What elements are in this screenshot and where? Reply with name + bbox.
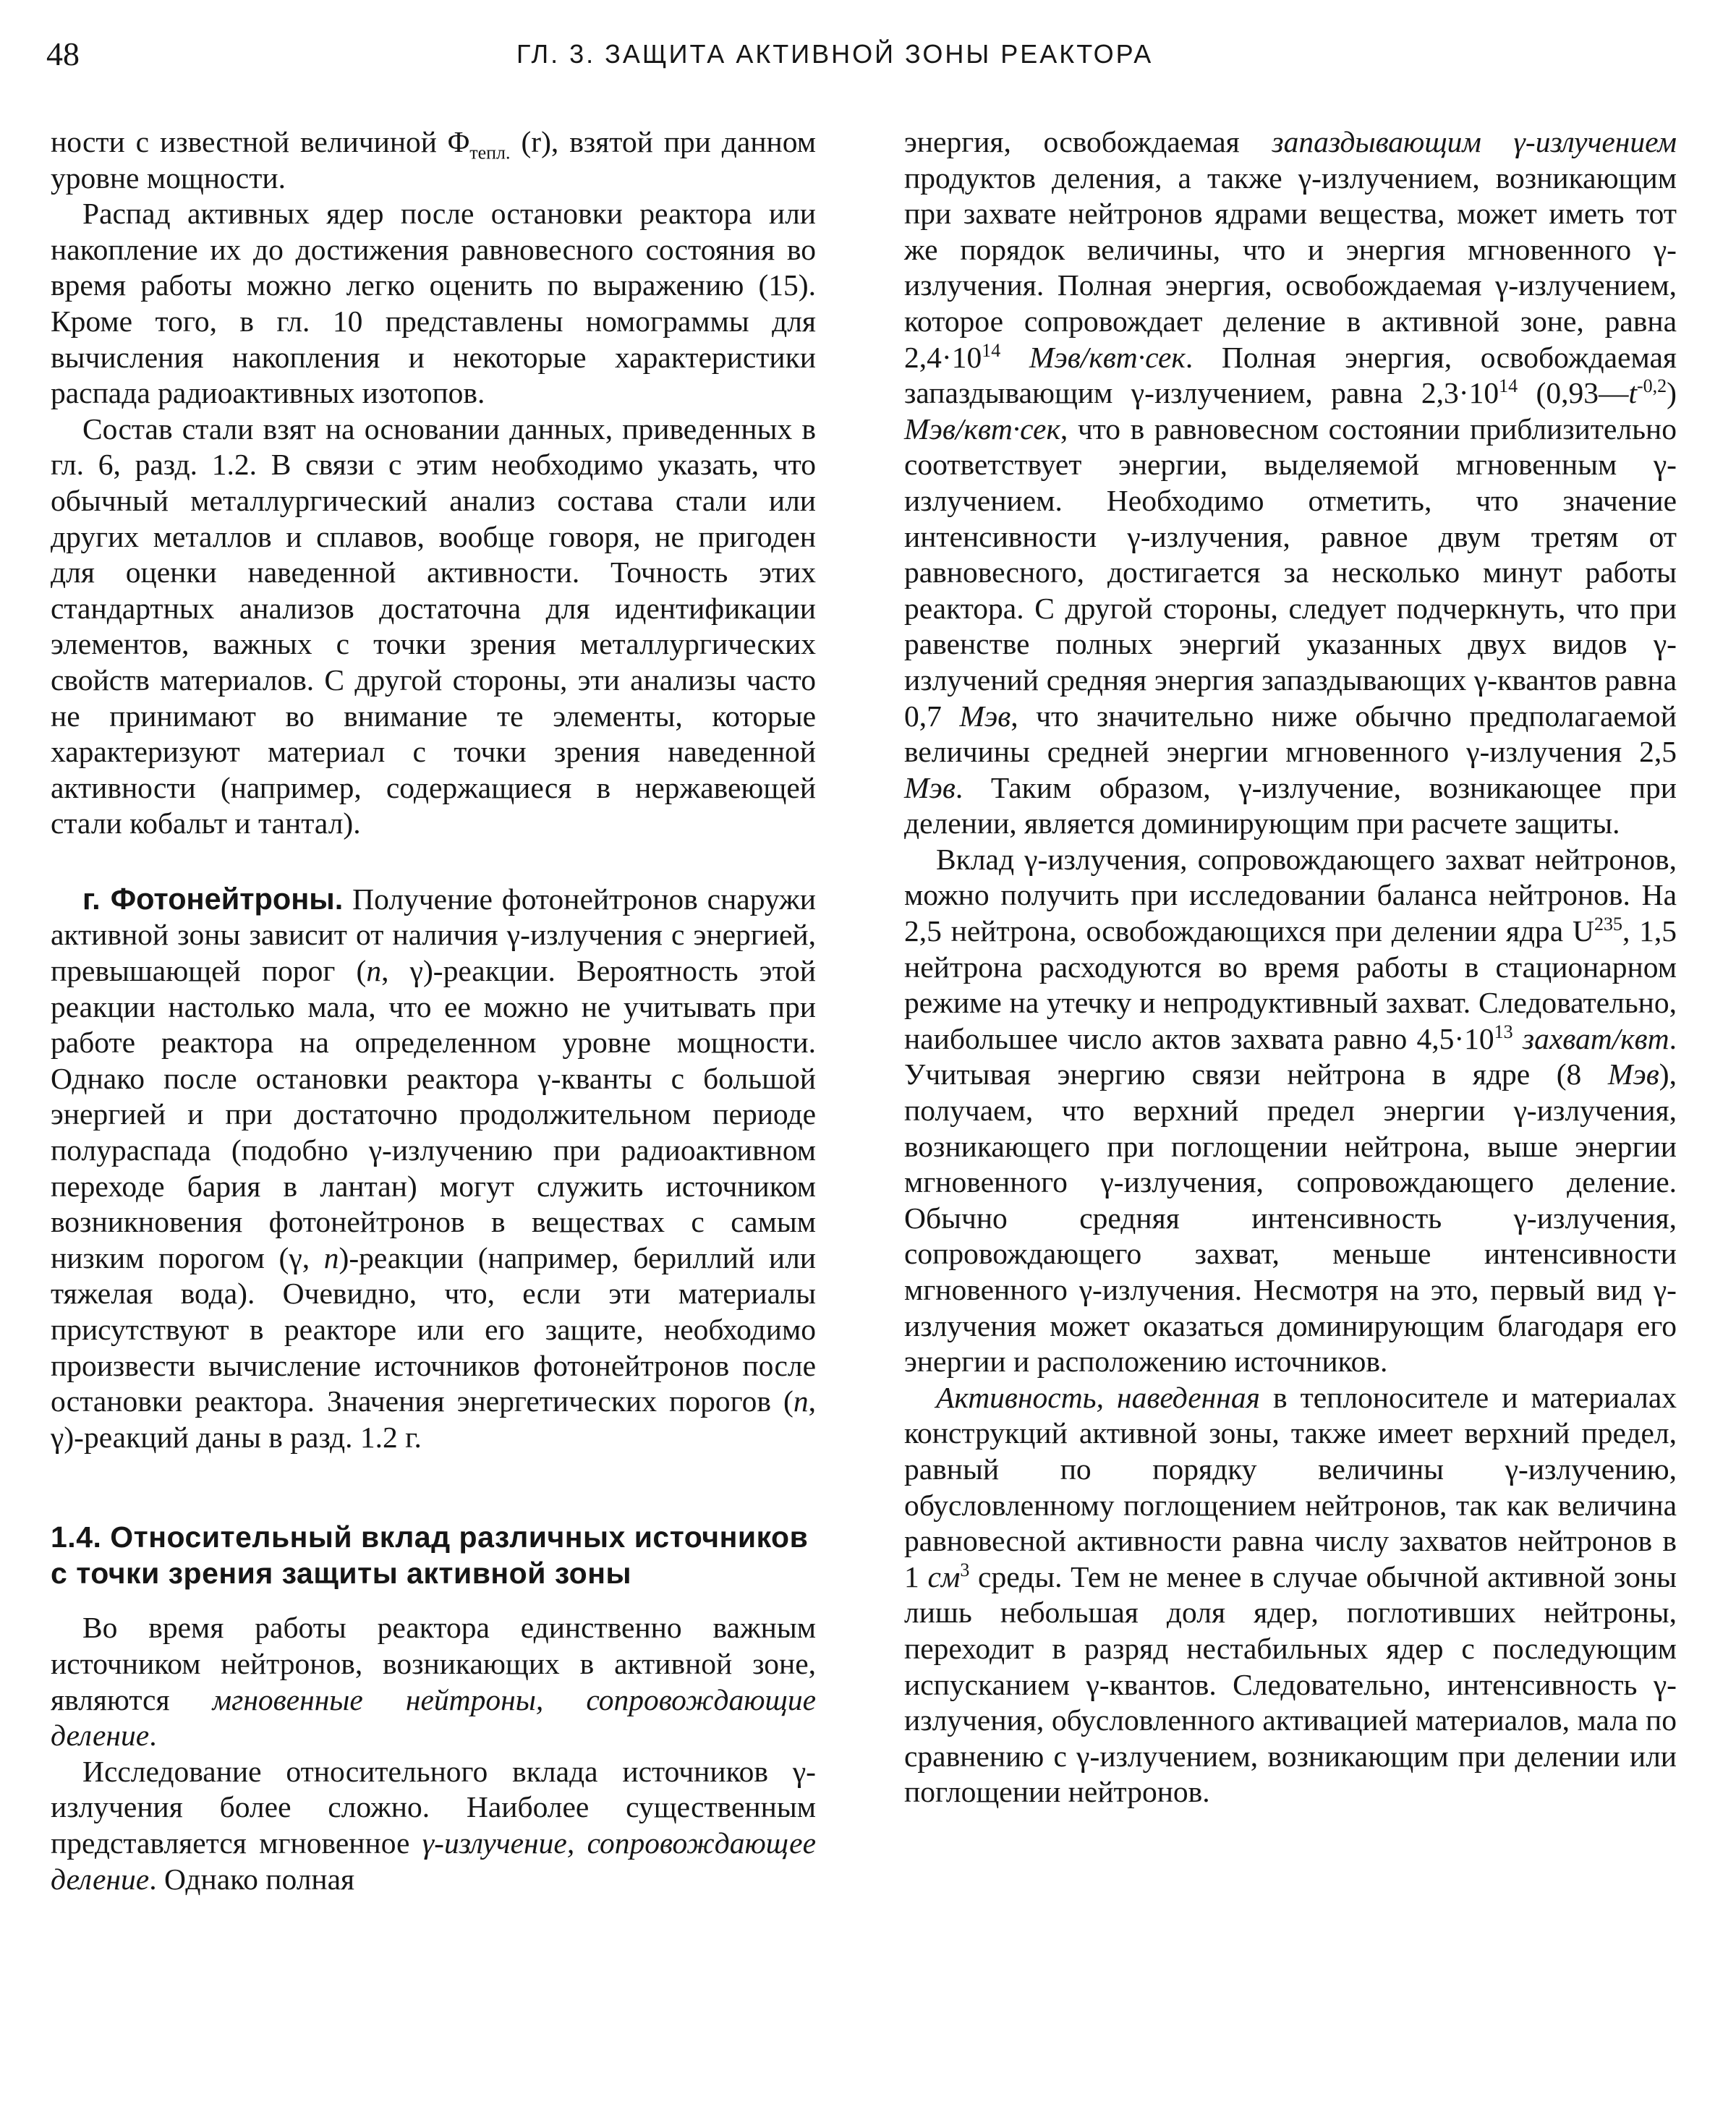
left-column xyxy=(51,124,816,1897)
paragraph-decay: Распад активных ядер после остановки реактора или накопление их до достижения равновесного состояния во время работы можно легко оценить по выражению (15). Кроме того, в гл. 10 представлены номограммы для вычисления накопления и некоторые характеристики распада радиоактивных изотопов. xyxy=(51,197,816,410)
paragraph-steel-composition: Состав стали взят на основании данных, приведенных в гл. 6, разд. 1.2. В связи с этим необходимо указать, что обычный металлургический анализ состава стали или других металлов и сплавов, вообще говоря, не пригоден для оценки наведенной активности. Точность этих стандартных анализов достаточна для идентификации элементов, важных с точки зрения металлургических свойств материалов. С другой стороны, эти анализы часто не принимают во внимание те элементы, которые характеризуют материал с точки зрения наведенной активности (например, содержащиеся в нержавеющей стали кобальт и тантал). xyxy=(51,412,816,840)
page-header xyxy=(46,35,1682,78)
section-heading: 1.4. Относительный вклад различных источников с точки зрения защиты активной зоны xyxy=(51,1520,809,1591)
run-in-heading: г. Фотонейтроны. xyxy=(82,881,344,916)
paragraph-gamma-energy: энергия, освобождаемая запаздывающим γ-излучением продуктов деления, а также γ-излучением, возникающим при захвате нейтронов ядрами вещества, может иметь тот же порядок величины, что и энергия мгновенного γ-излучения. Полная энергия, освобождаемая γ-излучением, которое сопровождает деление в активной зоне, равна $2,4\cdot 10^{14}$ Мэв/квт·сек. Полная энергия, освобождаемая запаздывающим γ-излучением, равна $2,3\cdot 10^{14}$ $(0,93—t^{-0,2})$ Мэв/квт·сек, что в равновесном состоянии приблизительно соответствует энергии, выделяемой мгновенным γ-излучением. Необходимо отметить, что значение интенсивности γ-излучения, равное двум третям от равновесного, достигается за несколько минут работы реактора. С другой стороны, следует подчеркнуть, что при равенстве полных энергий указанных двух видов γ-излучений средняя энергия запаздывающих γ-квантов равна 0,7 Мэв, что значительно ниже обычно предполагаемой величины средней энергии мгновенного γ-излучения 2,5 Мэв. Таким образом, γ-излучение, возникающее при делении, является доминирующим при расчете защиты. xyxy=(904,125,1677,840)
right-column xyxy=(904,124,1677,1810)
paragraph-continuation: ности с известной величиной $\Phi_{тепл.}$ (r), взятой при данном уровне мощности. xyxy=(51,125,816,195)
page-number: 48 xyxy=(46,35,80,72)
paragraph-photoneutrons: г. Фотонейтроны. Получение фотонейтронов снаружи активной зоны зависит от наличия γ-излучения с энергией, превышающей порог (n, γ)-реакции. Вероятность этой реакции настолько мала, что ее можно не учитывать при работе реактора на определенном уровне мощности. Однако после остановки реактора γ-кванты с большой энергией и при достаточно продолжительном периоде полураспада (подобно γ-излучению при радиоактивном переходе бария в лантан) могут служить источником возникновения фотонейтронов в веществах с самым низким порогом (γ, n)-реакции (например, бериллий или тяжелая вода). Очевидно, что, если эти материалы присутствуют в реакторе или его защите, необходимо произвести вычисление источников фотонейтронов после остановки реактора. Значения энергетических порогов (n, γ)-реакций даны в разд. 1.2 г. xyxy=(51,881,817,1454)
paragraph-capture-gamma: Вклад γ-излучения, сопровождающего захват нейтронов, можно получить при исследовании баланса нейтронов. На 2,5 нейтрона, освобождающихся при делении ядра $U^{235}$, 1,5 нейтрона расходуются во время работы в стационарном режиме на утечку и непродуктивный захват. Следовательно, наибольшее число актов захвата равно $4,5\cdot 10^{13}$ захват/квт. Учитывая энергию связи нейтрона в ядре (8 Мэв), получаем, что верхний предел энергии γ-излучения, возникающего при поглощении нейтрона, выше энергии мгновенного γ-излучения, сопровождающего деление. Обычно средняя интенсивность γ-излучения, сопровождающего захват, меньше интенсивности мгновенного γ-излучения. Несмотря на это, первый вид γ-излучения может оказаться доминирующим благодаря его энергии и расположению источников. xyxy=(904,842,1677,1379)
paragraph-induced-activity: Активность, наведенная в теплоносителе и материалах конструкций активной зоны, также имеет верхний предел, равный по порядку величины γ-излучению, обусловленному поглощением нейтронов, так как величина равновесной активности равна числу захватов нейтронов в 1 $см^3$ среды. Тем не менее в случае обычной активной зоны лишь небольшая доля ядер, поглотивших нейтроны, переходит в разряд нестабильных ядер с последующим испусканием γ-квантов. Следовательно, интенсивность γ-излучения, обусловленного активацией материалов, мала по сравнению с γ-излучением, возникающим при делении или поглощении нейтронов. xyxy=(904,1380,1677,1809)
paragraph-neutron-sources: Во время работы реактора единственно важным источником нейтронов, возникающих в активной зоне, являются мгновенные нейтроны, сопровождающие деление. xyxy=(51,1611,816,1753)
running-head: ГЛ. 3. ЗАЩИТА АКТИВНОЙ ЗОНЫ РЕАКТОРА xyxy=(516,39,1154,69)
paragraph-gamma-sources: Исследование относительного вклада источников γ-излучения более сложно. Наиболее существенным представляется мгновенное γ-излучение, сопровождающее деление. Однако полная xyxy=(51,1754,816,1896)
